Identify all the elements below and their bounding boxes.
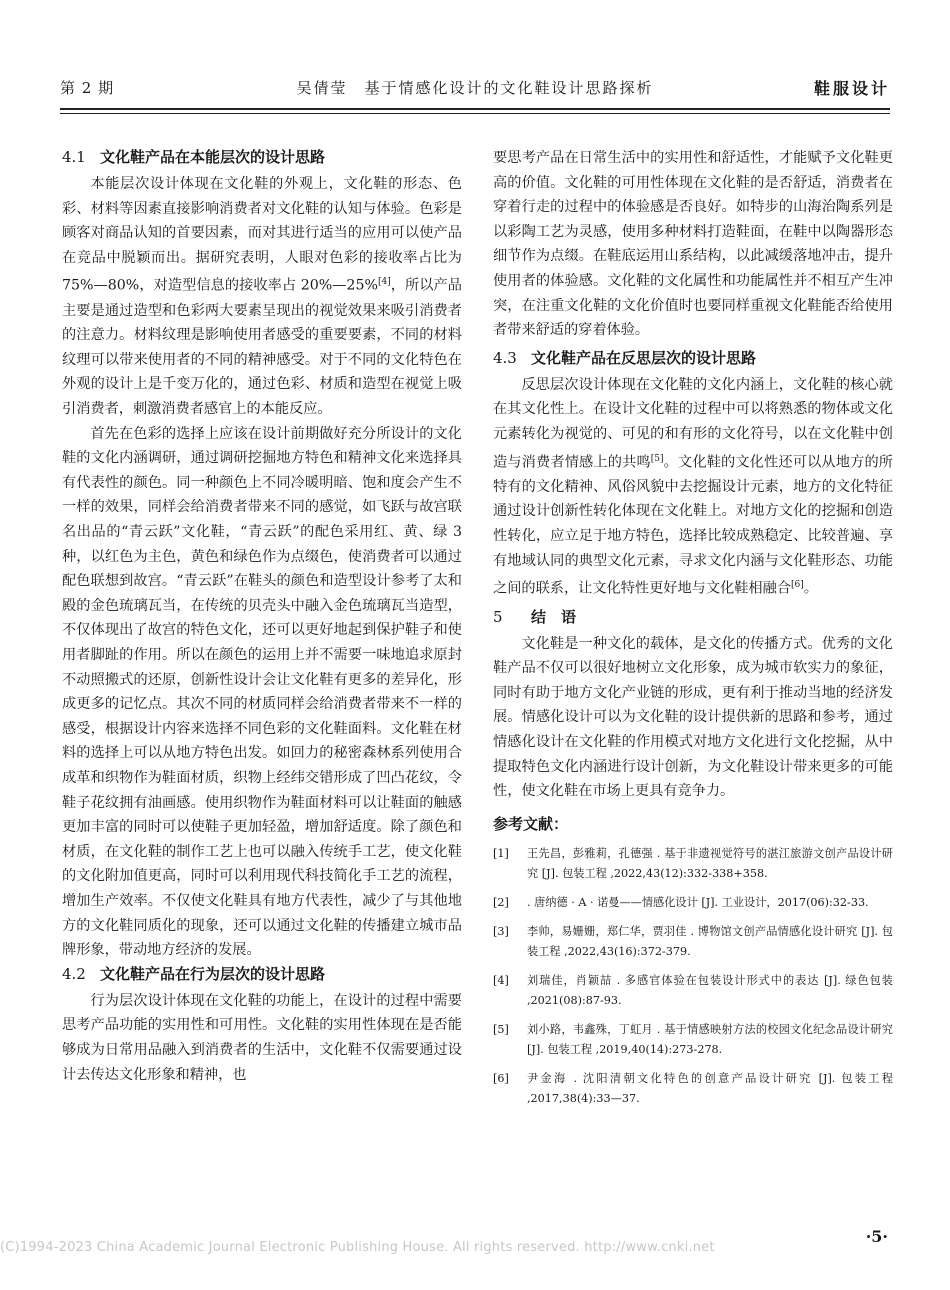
right-column [493, 146, 893, 1118]
issue-number: 第 2 期 [60, 78, 115, 97]
section-heading-5: 5 结 语 [493, 607, 577, 626]
reference-item: [6] 尹金海 . 沈阳清朝文化特色的创意产品设计研究 [J]. 包装工程 ,2017,38(4):33—37. [493, 1071, 893, 1105]
page-number: ·5· [865, 1227, 888, 1246]
citation: [6] [790, 580, 804, 591]
article-title: 吴倩莹 基于情感化设计的文化鞋设计思路探析 [296, 78, 654, 97]
section-heading-4-2: 4.2 文化鞋产品在行为层次的设计思路 [62, 964, 326, 983]
header-rule-thick [60, 108, 890, 110]
header-rule-thin [60, 113, 890, 114]
paragraph: 行为层次设计体现在文化鞋的功能上，在设计的过程中需要思考产品功能的实用性和可用性。文化鞋的实用性体现在是否能够成为日常用品融入到消费者的生活中，文化鞋不仅需要通过设计去传达文化形象和精神，也 [62, 992, 462, 1083]
reference-item: [2] . 唐纳德 · A · 诺曼——情感化设计 [J]. 工业设计，2017(06):32-33. [493, 895, 869, 909]
paragraph: 文化鞋是一种文化的载体，是文化的传播方式。优秀的文化鞋产品不仅可以很好地树立文化形象，成为城市软实力的象征，同时有助于地方文化产业链的形成，更有利于推动当地的经济发展。情感化设计可以为文化鞋的设计提供新的思路和参考，通过情感化设计在文化鞋的作用模式对地方文化进行文化挖掘，从中提取特色文化内涵进行设计创新，为文化鞋设计带来更多的可能性，使文化鞋在市场上更具有竞争力。 [493, 635, 893, 800]
paragraph-continued: 要思考产品在日常生活中的实用性和舒适性，才能赋予文化鞋更高的价值。文化鞋的可用性体现在文化鞋的是否舒适，消费者在穿着行走的过程中的体验感是否良好。如特步的山海治陶系列是以彩陶工艺为灵感，使用多种材料打造鞋面，在鞋中以陶器形态细节作为点缀。在鞋底运用山系结构，以此减缓落地冲击，提升使用者的体验感。文化鞋的文化属性和功能属性并不相互产生冲突，在注重文化鞋的文化价值时也要同样重视文化鞋能否给使用者带来舒适的穿着体验。 [493, 150, 893, 339]
reference-item: [5] 刘小路，韦鑫殊，丁虹月 . 基于情感映射方法的校园文化纪念品设计研究 [J]. 包装工程 ,2019,40(14):273-278. [493, 1022, 893, 1056]
references-heading: 参考文献： [493, 814, 569, 833]
section-heading-4-3: 4.3 文化鞋产品在反思层次的设计思路 [493, 348, 757, 367]
reference-item: [3] 李帅，易姗姗，郑仁华，贾羽佳 . 博物馆文创产品情感化设计研究 [J]. 包装工程 ,2022,43(16):372-379. [493, 924, 893, 958]
citation: [5] [650, 453, 664, 464]
copyright-notice: (C)1994-2023 China Academic Journal Electronic Publishing House. All rights reserved. http://www.cnki.net [0, 1240, 715, 1255]
paragraph: 反思层次设计体现在文化鞋的文化内涵上，文化鞋的核心就在其文化性上。在设计文化鞋的过程中可以将熟悉的物体或文化元素转化为视觉的、可见的和有形的文化符号，以在文化鞋中创造与消费者情感上的共鸣[5]。文化鞋的文化性还可以从地方的所特有的文化精神、风俗风貌中去挖掘设计元素，地方的文化特征通过设计创新性转化体现在文化鞋上。对地方文化的挖掘和创造性转化，应立足于地方特色，选择比较成熟稳定、比较普遍、享有地域认同的典型文化元素，寻求文化内涵与文化鞋形态、功能之间的联系，让文化特性更好地与文化鞋相融合[6]。 [493, 376, 893, 597]
references-list [493, 844, 893, 1109]
citation: [4] [377, 277, 391, 288]
section-heading-4-1: 4.1 文化鞋产品在本能层次的设计思路 [62, 148, 326, 166]
paragraph: 首先在色彩的选择上应该在设计前期做好充分所设计的文化鞋的文化内涵调研，通过调研挖掘地方特色和精神文化来选择具有代表性的颜色。同一种颜色上不同冷暖明暗、饱和度会产生不一样的效果，同样会给消费者带来不同的感觉，如飞跃与故宫联名出品的“青云跃”文化鞋，“青云跃”的配色采用红、黄、绿 3 种，以红色为主色，黄色和绿色作为点缀色，使消费者可以通过配色联想到故宫。“青云跃”在鞋头的颜色和造型设计参考了太和殿的金色琉璃瓦当，在传统的贝壳头中融入金色琉璃瓦当造型，不仅体现出了故宫的特色文化，还可以更好地起到保护鞋子和使用者脚趾的作用。所以在颜色的运用上并不需要一味地追求原封不动照搬式的还原，创新性设计会让文化鞋有更多的差异化，形成更多的记忆点。其次不同的材质同样会给消费者带来不一样的感受，根据设计内容来选择不同色彩的文化鞋面料。文化鞋在材料的选择上可以从地方特色出发。如回力的秘密森林系列使用合成革和织物作为鞋面材质，织物上经纬交错形成了凹凸花纹，令鞋子花纹拥有油画感。使用织物作为鞋面材料可以让鞋面的触感更加丰富的同时可以使鞋子更加轻盈，增加舒适度。除了颜色和材质，在文化鞋的制作工艺上也可以融入传统手工艺，使文化鞋的文化附加值更高，同时可以利用现代科技简化手工艺的流程，增加生产效率。不仅使文化鞋具有地方代表性，减少了与其他地方的文化鞋同质化的现象，还可以通过文化鞋的传播建立城市品牌形象，带动地方经济的发展。 [62, 425, 462, 959]
reference-item: [1] 王先昌，彭雅莉，孔德强 . 基于非遗视觉符号的湛江旅游文创产品设计研究 [J]. 包装工程 ,2022,43(12):332-338+358. [493, 846, 893, 880]
left-column [62, 146, 462, 1087]
reference-item: [4] 刘瑞佳，肖颖喆 . 多感官体验在包装设计形式中的表达 [J]. 绿色包装 ,2021(08):87-93. [493, 973, 893, 1007]
journal-name: 鞋服设计 [813, 78, 890, 98]
running-header [60, 70, 890, 104]
paragraph: 本能层次设计体现在文化鞋的外观上，文化鞋的形态、色彩、材料等因素直接影响消费者对文化鞋的认知与体验。色彩是顾客对商品认知的首要因素，而对其进行适当的应用可以使产品在竞品中脱颖而出。据研究表明，人眼对色彩的接收率占比为 75%—80%，对造型信息的接收率占 20%—25%[4]，所以产品主要是通过造型和色彩两大要素呈现出的视觉效果来吸引消费者的注意力。材料纹理是影响使用者感受的重要要素，不同的材料纹理可以带来使用者的不同的精神感受。对于不同的文化特色在外观的设计上是千变万化的，通过色彩、材质和造型在视觉上吸引消费者，刺激消费者感官上的本能反应。 [62, 176, 462, 418]
